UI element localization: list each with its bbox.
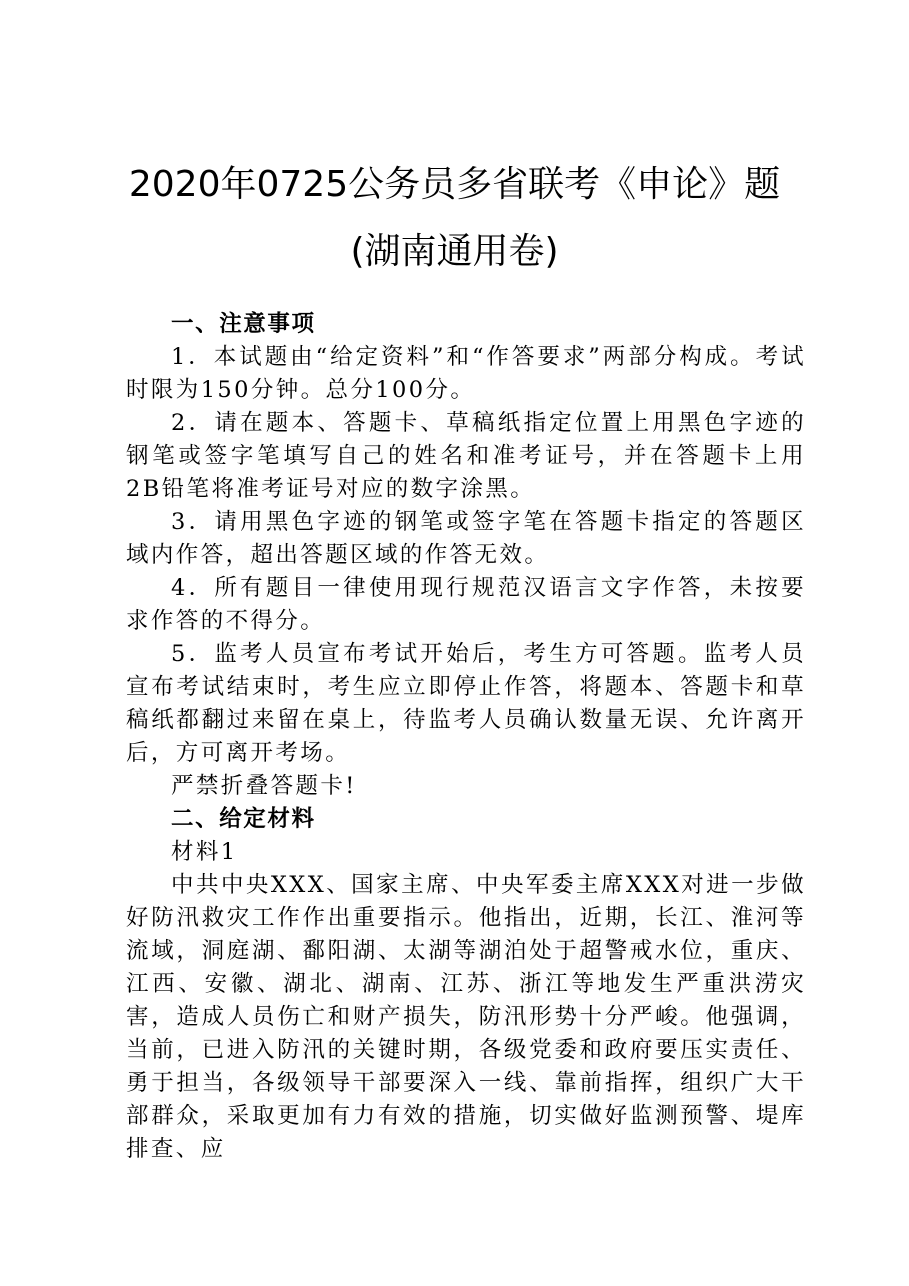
section-heading-notice: 一、注意事项	[171, 311, 316, 337]
material-paragraph: 中共中央XXX、国家主席、中央军委主席XXX对进一步做好防汛救灾工作作出重要指示。他指出，近期，长江、淮河等流域，洞庭湖、鄱阳湖、太湖等湖泊处于超警戒水位，重庆、江西、安徽、湖北、湖南、江苏、浙江等地发生严重洪涝灾害，造成人员伤亡和财产损失，防汛形势十分严峻。他强调，当前，已进入防汛的关键时期，各级党委和政府要压实责任、勇于担当，各级领导干部要深入一线、靠前指挥，组织广大干部群众，采取更加有力有效的措施，切实做好监测预警、堤库排查、应	[126, 872, 806, 1162]
document-subtitle: (湖南通用卷)	[350, 231, 559, 272]
section-heading-materials: 二、给定材料	[171, 806, 316, 832]
document-body	[126, 308, 806, 1166]
notice-item-3: 3．请用黑色字迹的钢笔或签字笔在答题卡指定的答题区域内作答，超出答题区域的作答无效。	[126, 509, 806, 568]
notice-warning: 严禁折叠答题卡!	[171, 773, 357, 799]
document-title: 2020年0725公务员多省联考《申论》题	[128, 164, 781, 205]
notice-item-1: 1．本试题由“给定资料”和“作答要求”两部分构成。考试时限为150分钟。总分100分。	[126, 344, 806, 403]
notice-item-5: 5．监考人员宣布考试开始后，考生方可答题。监考人员宣布考试结束时，考生应立即停止作答，将题本、答题卡和草稿纸都翻过来留在桌上，待监考人员确认数量无误、允许离开后，方可离开考场。	[126, 641, 806, 766]
material-label: 材料1	[171, 839, 238, 865]
notice-item-2: 2．请在题本、答题卡、草稿纸指定位置上用黑色字迹的钢笔或签字笔填写自己的姓名和准考证号，并在答题卡上用2B铅笔将准考证号对应的数字涂黑。	[126, 410, 806, 502]
notice-item-4: 4．所有题目一律使用现行规范汉语言文字作答，未按要求作答的不得分。	[126, 575, 806, 634]
